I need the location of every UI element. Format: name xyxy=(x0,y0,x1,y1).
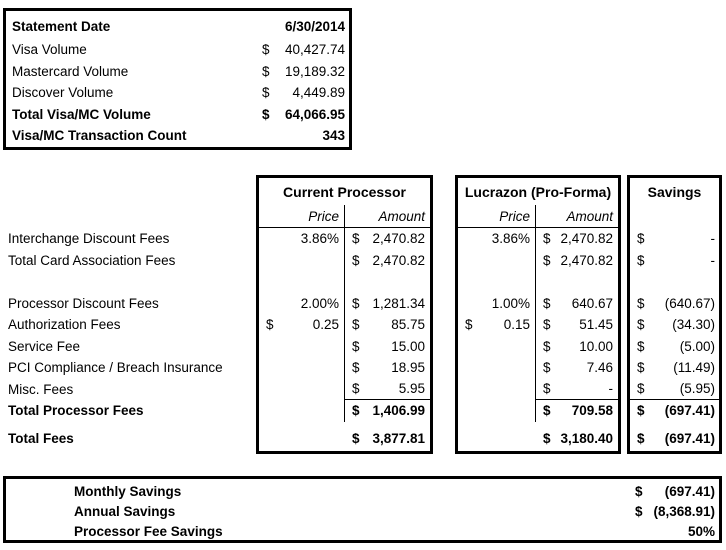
fee-label: Total Processor Fees xyxy=(8,403,144,419)
fee-row xyxy=(630,336,719,358)
cell-value: - xyxy=(710,252,715,268)
currency-symbol: $ xyxy=(262,85,270,101)
cell-value: 15.00 xyxy=(391,338,425,354)
price-cell xyxy=(259,357,345,379)
price-cell xyxy=(458,314,536,336)
savings-panel xyxy=(627,175,722,454)
cell-value: (697.41) xyxy=(664,403,715,419)
cell-value: 64,066.95 xyxy=(284,106,345,122)
currency-symbol: $ xyxy=(266,317,274,333)
cell-value: 2,470.82 xyxy=(372,252,425,268)
savings-cell xyxy=(630,336,719,358)
currency-symbol: $ xyxy=(352,381,360,397)
panel-title: Lucrazon (Pro-Forma) xyxy=(464,183,612,200)
statement-row-label: Statement Date xyxy=(12,18,111,34)
amount-header-cell xyxy=(345,205,430,227)
currency-symbol: $ xyxy=(262,63,270,79)
fee-row xyxy=(458,293,618,315)
cell-value: 51.45 xyxy=(579,317,613,333)
cell-value: 709.58 xyxy=(571,403,613,419)
currency-symbol: $ xyxy=(635,483,643,499)
amount-cell xyxy=(536,379,618,401)
price-cell xyxy=(259,400,345,422)
statement-row-label: Visa/MC Transaction Count xyxy=(12,128,187,144)
summary-value-cell xyxy=(631,524,719,539)
price-cell xyxy=(259,228,345,250)
currency-symbol: $ xyxy=(543,295,551,311)
summary-row-label: Monthly Savings xyxy=(74,483,182,499)
total-fees-row xyxy=(630,428,719,450)
currency-symbol: $ xyxy=(637,317,645,333)
fee-row xyxy=(458,379,618,401)
price-header-cell xyxy=(259,205,345,227)
subheader-row xyxy=(458,205,618,228)
column-header: Price xyxy=(308,208,339,224)
statement-summary-table xyxy=(3,8,352,150)
fee-row xyxy=(458,228,618,250)
summary-value-cell xyxy=(631,504,719,519)
currency-symbol: $ xyxy=(637,295,645,311)
statement-value-cell xyxy=(258,107,349,122)
currency-symbol: $ xyxy=(543,430,551,446)
cell-value: 343 xyxy=(322,128,345,144)
currency-symbol: $ xyxy=(637,381,645,397)
amount-cell xyxy=(345,293,430,315)
currency-symbol: $ xyxy=(637,338,645,354)
currency-symbol: $ xyxy=(352,317,360,333)
fee-row xyxy=(259,336,430,358)
currency-symbol: $ xyxy=(352,430,360,446)
cell-value: 6/30/2014 xyxy=(284,18,345,34)
total-processor-fees-row xyxy=(630,400,719,422)
savings-cell xyxy=(630,314,719,336)
cell-value: (5.00) xyxy=(679,338,715,354)
blank-row xyxy=(8,271,253,293)
cell-value: 3,877.81 xyxy=(372,430,425,446)
cell-value: 2,470.82 xyxy=(372,231,425,247)
price-cell xyxy=(259,314,345,336)
summary-row xyxy=(6,481,719,501)
cell-value: (34.30) xyxy=(672,317,715,333)
cell-value: (640.67) xyxy=(664,295,715,311)
currency-symbol: $ xyxy=(352,360,360,376)
fee-row xyxy=(458,250,618,272)
fee-row xyxy=(630,379,719,401)
price-cell xyxy=(458,293,536,315)
amount-cell xyxy=(536,336,618,358)
currency-symbol: $ xyxy=(637,231,645,247)
proforma-panel xyxy=(455,175,621,454)
statement-value-cell xyxy=(258,42,349,57)
cell-value: 4,449.89 xyxy=(292,85,345,101)
price-cell xyxy=(259,250,345,272)
currency-symbol: $ xyxy=(352,338,360,354)
fee-row xyxy=(259,314,430,336)
fee-row-labels xyxy=(8,228,253,449)
fee-row xyxy=(630,293,719,315)
statement-row xyxy=(6,82,349,104)
fee-label: Total Fees xyxy=(8,430,74,446)
cell-value: 1,406.99 xyxy=(372,403,425,419)
cell-value: 1.00% xyxy=(491,295,530,311)
amount-cell xyxy=(345,336,430,358)
summary-value-cell xyxy=(631,484,719,499)
fee-row xyxy=(259,379,430,401)
summary-row xyxy=(6,501,719,521)
subheader-row xyxy=(259,205,430,228)
statement-value-cell xyxy=(258,19,349,34)
amount-cell xyxy=(536,250,618,272)
amount-cell xyxy=(345,271,430,293)
panel-title: Savings xyxy=(647,183,702,200)
fee-row xyxy=(259,357,430,379)
currency-symbol: $ xyxy=(543,317,551,333)
fee-label: Authorization Fees xyxy=(8,317,121,333)
price-cell xyxy=(259,271,345,293)
currency-symbol: $ xyxy=(637,252,645,268)
cell-value: 3,180.40 xyxy=(560,430,613,446)
price-cell xyxy=(458,250,536,272)
savings-cell xyxy=(630,400,719,422)
currency-symbol: $ xyxy=(543,403,551,419)
price-cell xyxy=(259,428,345,450)
total-fees-row xyxy=(259,428,430,450)
price-cell xyxy=(458,357,536,379)
cell-value: 2,470.82 xyxy=(560,231,613,247)
amount-cell xyxy=(345,250,430,272)
fee-row xyxy=(458,314,618,336)
fee-label: Interchange Discount Fees xyxy=(8,231,170,247)
subheader-row xyxy=(630,205,719,228)
total-fees-row xyxy=(458,428,618,450)
cell-value: - xyxy=(710,231,715,247)
currency-symbol: $ xyxy=(543,338,551,354)
amount-cell xyxy=(536,428,618,450)
savings-cell xyxy=(630,379,719,401)
current-processor-panel xyxy=(256,175,433,454)
savings-cell xyxy=(630,357,719,379)
amount-cell xyxy=(536,271,618,293)
currency-symbol: $ xyxy=(637,360,645,376)
price-cell xyxy=(458,428,536,450)
amount-cell xyxy=(536,314,618,336)
statement-value-cell xyxy=(258,64,349,79)
cell-value: 18.95 xyxy=(391,360,425,376)
statement-row-label: Mastercard Volume xyxy=(12,63,129,79)
cell-value: 3.86% xyxy=(300,231,339,247)
cell-value: 1,281.34 xyxy=(372,295,425,311)
fee-label: Misc. Fees xyxy=(8,381,74,397)
amount-cell xyxy=(345,428,430,450)
cell-value: 50% xyxy=(687,524,715,540)
amount-cell xyxy=(345,314,430,336)
price-cell xyxy=(458,336,536,358)
column-header: Price xyxy=(499,208,530,224)
blank-row xyxy=(458,271,618,293)
column-header: Amount xyxy=(378,208,425,224)
fee-row xyxy=(259,250,430,272)
cell-value: (697.41) xyxy=(664,430,715,446)
cell-value: 10.00 xyxy=(579,338,613,354)
amount-cell xyxy=(345,379,430,401)
amount-cell xyxy=(345,400,430,422)
currency-symbol: $ xyxy=(637,430,645,446)
statement-row-label: Visa Volume xyxy=(12,42,87,58)
currency-symbol: $ xyxy=(262,106,270,122)
amount-cell xyxy=(536,400,618,422)
amount-header-cell xyxy=(536,205,618,227)
cell-value: 0.25 xyxy=(312,317,339,333)
amount-cell xyxy=(536,357,618,379)
fee-row xyxy=(259,293,430,315)
cell-value: (8,368.91) xyxy=(653,503,715,519)
column-header: Amount xyxy=(566,208,613,224)
cell-value: 40,427.74 xyxy=(284,42,345,58)
cell-value: 2,470.82 xyxy=(560,252,613,268)
fee-label: Service Fee xyxy=(8,338,81,354)
blank-row xyxy=(630,271,719,293)
fee-label: Processor Discount Fees xyxy=(8,295,159,311)
price-cell xyxy=(458,228,536,250)
fee-row xyxy=(630,314,719,336)
statement-row-label: Total Visa/MC Volume xyxy=(12,106,151,122)
currency-symbol: $ xyxy=(635,503,643,519)
fee-row xyxy=(630,357,719,379)
cell-value: (11.49) xyxy=(673,360,715,376)
statement-row xyxy=(6,104,349,126)
statement-row-label: Discover Volume xyxy=(12,85,114,101)
price-cell xyxy=(259,336,345,358)
price-cell xyxy=(259,379,345,401)
cell-value: 3.86% xyxy=(491,231,530,247)
cell-value: 7.46 xyxy=(586,360,613,376)
amount-cell xyxy=(536,228,618,250)
summary-row xyxy=(6,522,719,542)
fee-label: Total Card Association Fees xyxy=(8,252,176,268)
currency-symbol: $ xyxy=(543,252,551,268)
statement-row xyxy=(6,13,349,39)
blank-row xyxy=(259,271,430,293)
currency-symbol: $ xyxy=(543,231,551,247)
panel-title: Current Processor xyxy=(283,183,406,200)
fee-row xyxy=(630,250,719,272)
fee-row xyxy=(259,228,430,250)
price-cell xyxy=(458,271,536,293)
amount-cell xyxy=(536,293,618,315)
price-cell xyxy=(458,379,536,401)
cell-value: 19,189.32 xyxy=(284,63,345,79)
fee-row xyxy=(458,336,618,358)
savings-summary-table xyxy=(3,476,722,543)
statement-row xyxy=(6,39,349,61)
cell-value: 85.75 xyxy=(391,317,425,333)
fee-row xyxy=(458,357,618,379)
summary-row-label: Processor Fee Savings xyxy=(74,524,223,540)
cell-value: 640.67 xyxy=(571,295,613,311)
summary-row-label: Annual Savings xyxy=(74,503,176,519)
cell-value: 5.95 xyxy=(398,381,425,397)
savings-cell xyxy=(630,228,719,250)
statement-row xyxy=(6,61,349,83)
amount-cell xyxy=(345,228,430,250)
currency-symbol: $ xyxy=(262,42,270,58)
currency-symbol: $ xyxy=(543,381,551,397)
price-header-cell xyxy=(458,205,536,227)
statement-row xyxy=(6,125,349,147)
statement-value-cell xyxy=(258,85,349,100)
statement-value-cell xyxy=(258,128,349,143)
savings-cell xyxy=(630,293,719,315)
cell-value: 0.15 xyxy=(503,317,530,333)
currency-symbol: $ xyxy=(352,231,360,247)
total-processor-fees-row xyxy=(259,400,430,422)
total-processor-fees-row xyxy=(458,400,618,422)
currency-symbol: $ xyxy=(352,252,360,268)
cell-value: (5.95) xyxy=(679,381,715,397)
currency-symbol: $ xyxy=(465,317,473,333)
cell-value: (697.41) xyxy=(664,483,715,499)
currency-symbol: $ xyxy=(352,403,360,419)
currency-symbol: $ xyxy=(543,360,551,376)
savings-cell xyxy=(630,428,719,450)
currency-symbol: $ xyxy=(637,403,645,419)
amount-cell xyxy=(345,357,430,379)
cell-value: 2.00% xyxy=(300,295,339,311)
fee-label: PCI Compliance / Breach Insurance xyxy=(8,360,223,376)
price-cell xyxy=(259,293,345,315)
savings-cell xyxy=(630,250,719,272)
currency-symbol: $ xyxy=(352,295,360,311)
fee-row xyxy=(630,228,719,250)
cell-value: - xyxy=(608,381,613,397)
price-cell xyxy=(458,400,536,422)
